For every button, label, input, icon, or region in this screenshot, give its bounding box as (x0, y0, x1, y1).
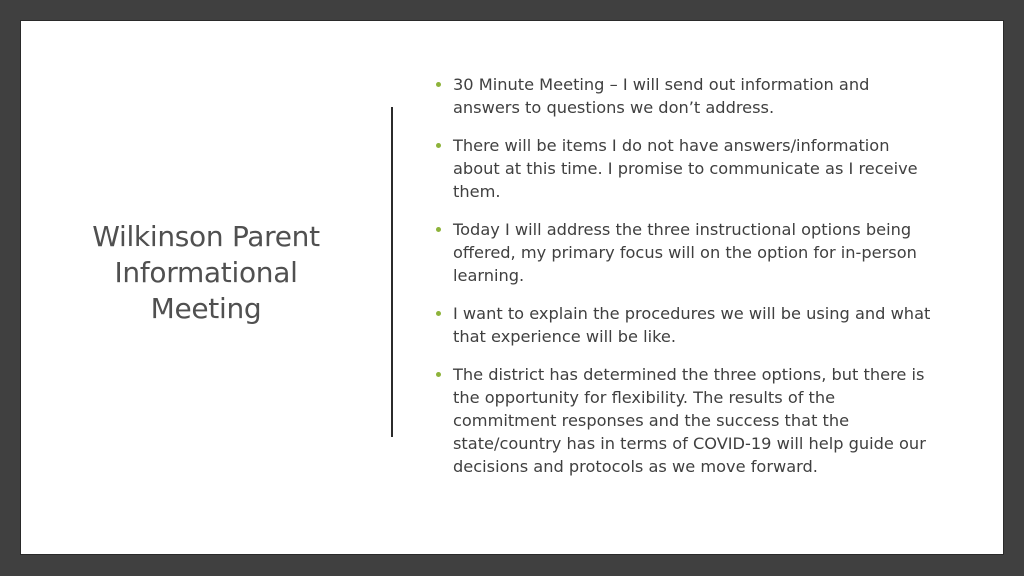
bullet-dot-icon (436, 82, 441, 87)
bullet-item (435, 73, 935, 119)
bullet-item (435, 134, 935, 203)
bullet-item (435, 218, 935, 287)
bullet-dot-icon (436, 227, 441, 232)
bullet-text: Today I will address the three instructional options being offered, my primary focus will on the option for in-person learning. (453, 220, 917, 285)
slide (20, 20, 1004, 555)
bullet-dot-icon (436, 311, 441, 316)
slide-title: Wilkinson Parent Informational Meeting (92, 220, 320, 325)
bullet-list (435, 73, 935, 493)
bullet-item (435, 363, 935, 478)
bullet-text: There will be items I do not have answers/information about at this time. I promise to communicate as I receive them. (453, 136, 918, 201)
vertical-divider (391, 107, 393, 437)
bullet-text: 30 Minute Meeting – I will send out information and answers to questions we don’t address. (453, 75, 870, 117)
bullet-dot-icon (436, 143, 441, 148)
bullet-text: I want to explain the procedures we will be using and what that experience will be like. (453, 304, 931, 346)
bullet-text: The district has determined the three options, but there is the opportunity for flexibility. The results of the commitment responses and the success that the state/country has in terms of COVID-19 will help guide our decisions and protocols as we move forward. (453, 365, 926, 476)
bullet-dot-icon (436, 372, 441, 377)
bullet-item (435, 302, 935, 348)
